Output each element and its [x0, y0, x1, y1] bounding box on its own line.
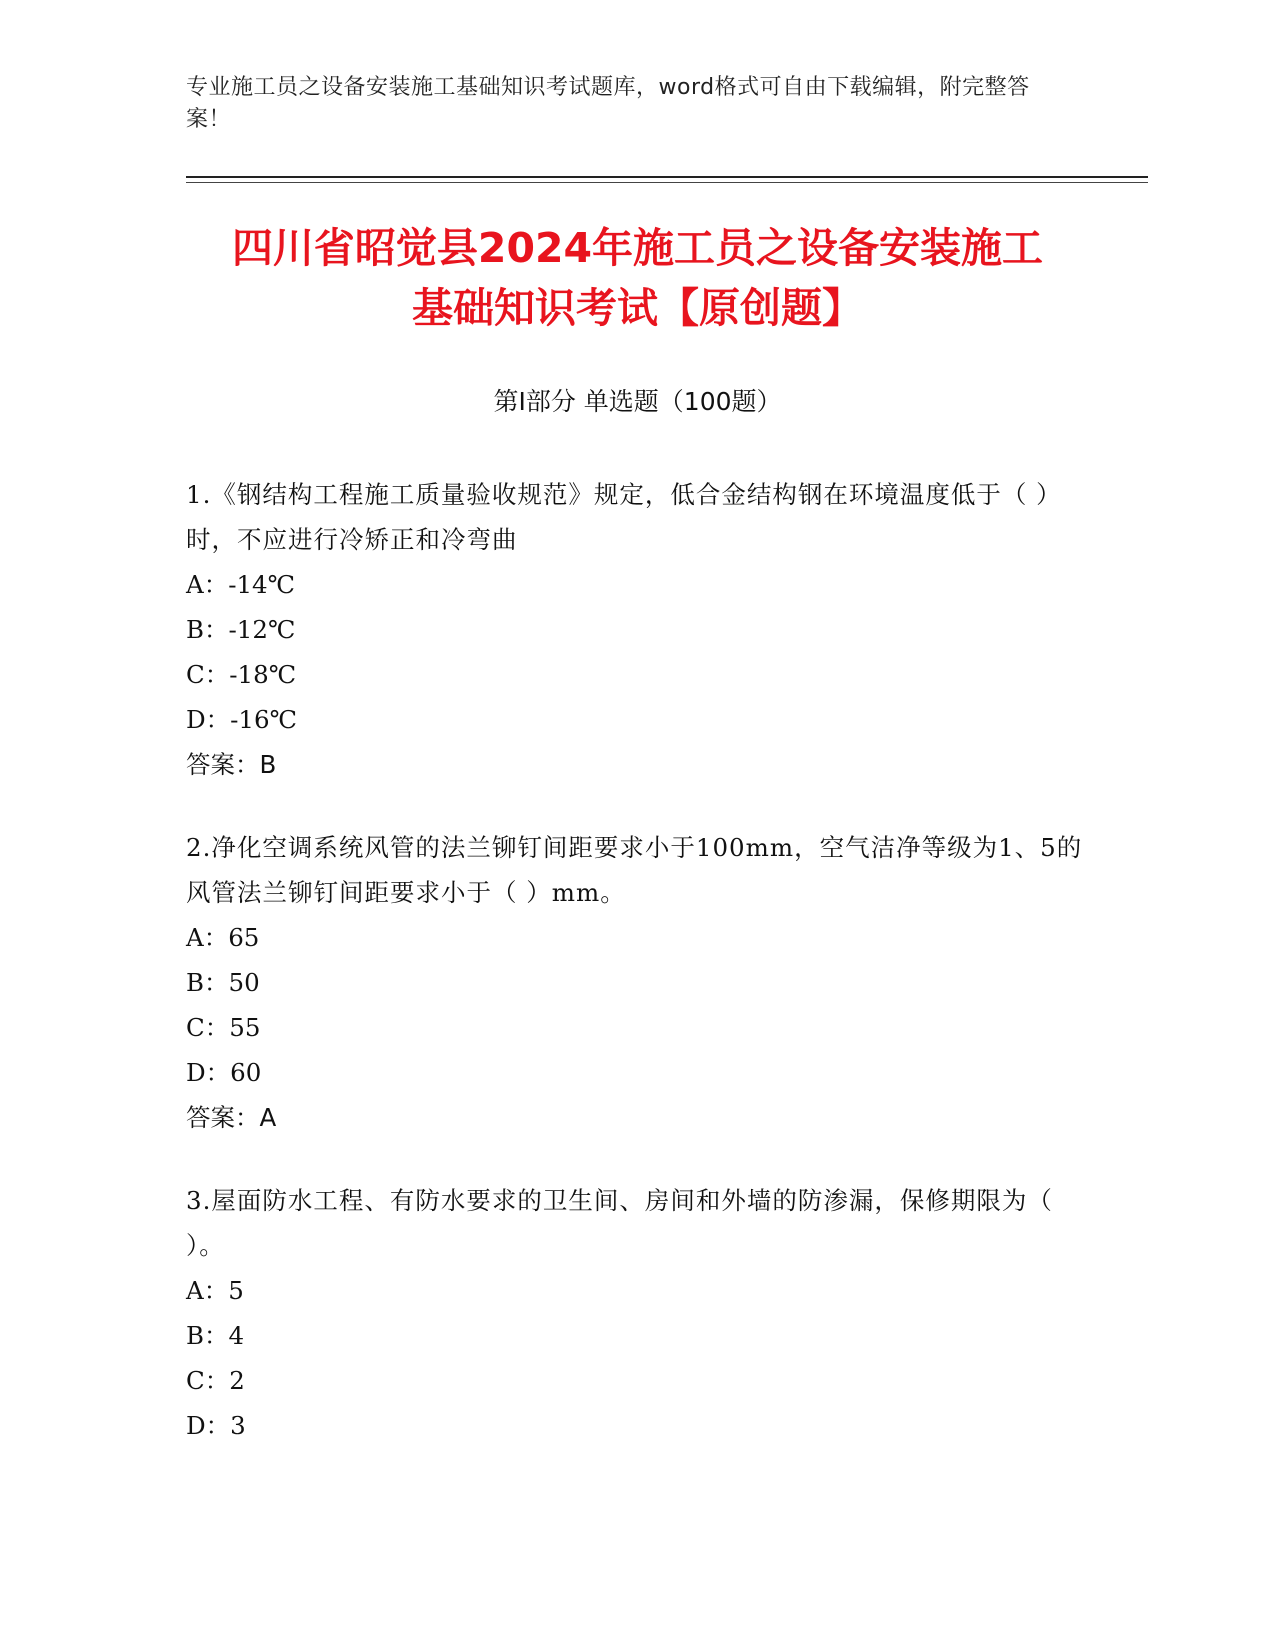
question-stem: 3.屋面防水工程、有防水要求的卫生间、房间和外墙的防渗漏，保修期限为（ ）。 [186, 1186, 1053, 1260]
question-stem: 2.净化空调系统风管的法兰铆钉间距要求小于100mm，空气洁净等级为1、5的风管法兰铆钉间距要求小于（ ）mm。 [186, 833, 1083, 907]
option-c: C：55 [186, 1013, 261, 1042]
answer-line: 答案：B [186, 750, 277, 779]
option-d: D：3 [186, 1411, 246, 1440]
question-stem: 1.《钢结构工程施工质量验收规范》规定，低合金结构钢在环境温度低于（ ）时，不应进行冷矫正和冷弯曲 [186, 480, 1062, 554]
option-a: A：65 [186, 923, 260, 952]
option-a: A：5 [186, 1276, 244, 1305]
option-c: C：-18℃ [186, 660, 297, 689]
question-item [186, 1178, 1086, 1448]
option-b: B：4 [186, 1321, 245, 1350]
option-b: B：50 [186, 968, 260, 997]
document-title-line-2: 基础知识考试【原创题】 [412, 284, 863, 332]
question-item [186, 472, 1086, 787]
document-title [150, 218, 1125, 338]
option-a: A：-14℃ [186, 570, 296, 599]
question-item [186, 825, 1086, 1140]
header-divider-thin [186, 182, 1148, 183]
option-c: C：2 [186, 1366, 245, 1395]
document-title-line-1: 四川省昭觉县2024年施工员之设备安装施工 [231, 224, 1044, 272]
header-divider-thick [186, 176, 1148, 178]
section-title: 第Ⅰ部分 单选题（100题） [493, 387, 782, 416]
question-list [186, 472, 1086, 1486]
option-d: D：-16℃ [186, 705, 298, 734]
option-d: D：60 [186, 1058, 262, 1087]
header-note: 专业施工员之设备安装施工基础知识考试题库，word格式可自由下载编辑，附完整答案！ [186, 75, 1030, 132]
option-b: B：-12℃ [186, 615, 296, 644]
answer-line: 答案：A [186, 1103, 277, 1132]
